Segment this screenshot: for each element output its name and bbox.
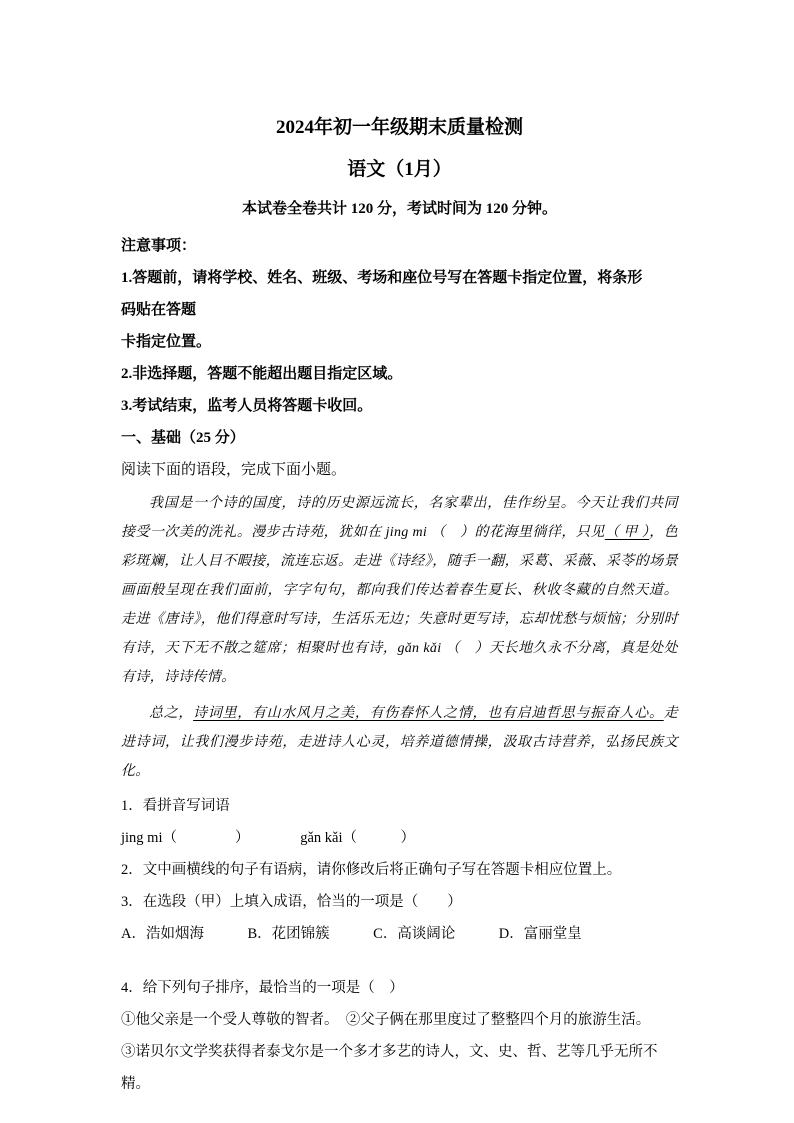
notice-line: 码贴在答题: [121, 301, 197, 318]
underlined-error-sentence: 诗词里，有山水风月之美，有伤春怀人之情，也有启迪哲思与振奋人心。: [193, 705, 664, 721]
passage-text-after-jia: ，色彩斑斓，让人目不暇接，流连忘返。走进《诗经》，随手一翻，采葛、采薇、采苓的场景画面般呈现在我们面前，字字句句，都向我们传达着春生夏长、秋收冬藏的自然天道。走进《唐诗》，他们得意时写诗，生活乐无边；失意时更写诗，忘却忧愁与烦恼；分别时有诗，天下无不散之筵席；相聚时也有诗，gǎn kǎi （ ）天长地久永不分离，真是处处有诗，诗诗传情。: [121, 524, 678, 685]
passage-text-rest: 走进诗词，让我们漫步诗苑，走进诗人心灵，培养道德情操，汲取古诗营养，弘扬民族文化。: [121, 705, 678, 779]
question-3-options: A．浩如烟海 B．花团锦簇 C．高谈阔论 D．富丽堂皇: [121, 925, 582, 942]
questions-section: [121, 790, 678, 1100]
passage-text-lead: 总之，: [149, 705, 194, 721]
question-4-sentences-line-2: ③诺贝尔文学奖获得者泰戈尔是一个多才多艺的诗人，文、史、哲、艺等几乎无所不精。: [121, 1043, 658, 1092]
paper-title: 2024年初一年级期末质量检测: [275, 117, 523, 138]
section-one-heading: 一、基础（25 分）: [121, 429, 245, 446]
question-2-label: 2．文中画横线的句子有语病，请你修改后将正确句子写在答题卡相应位置上。: [121, 861, 622, 878]
question-1-label: 1．看拼音写词语: [121, 797, 230, 814]
passage-paragraph-1: [121, 489, 678, 692]
section-one-intro: 阅读下面的语段，完成下面小题。: [121, 461, 347, 478]
question-3-label: 3．在选段（甲）上填入成语，恰当的一项是（ ）: [121, 893, 462, 910]
notice-line: 2.非选择题，答题不能超出题目指定区域。: [121, 365, 403, 382]
section-one-header: [121, 422, 678, 486]
notice-line: 卡指定位置。: [121, 333, 212, 350]
question-4-sentences-line-1: ①他父亲是一个受人尊敬的智者。 ②父子俩在那里度过了整整四个月的旅游生活。: [121, 1011, 651, 1028]
question-1-pinyin-blanks: jing mi（ ） gǎn kǎi（ ）: [121, 829, 416, 846]
notice-line: 1.答题前，请将学校、姓名、班级、考场和座位号写在答题卡指定位置，将条形: [121, 269, 643, 286]
paper-header: [121, 116, 678, 218]
notice-line: 3.考试结束，监考人员将答题卡收回。: [121, 397, 373, 414]
question-4-label: 4．给下列句子排序，最恰当的一项是（ ）: [121, 979, 404, 996]
notices-heading: 注意事项：: [121, 237, 197, 254]
paper-subtitle: 语文（1月）: [347, 158, 452, 180]
jia-blank-underlined: （ 甲 ）: [604, 524, 650, 540]
reading-passage: [121, 489, 678, 786]
notices-section: [121, 230, 678, 422]
exam-info-line: 本试卷全卷共计 120 分，考试时间为 120 分钟。: [241, 200, 557, 217]
passage-paragraph-2: [121, 699, 678, 786]
passage-text-before-jia: 我国是一个诗的国度，诗的历史源远流长，名家辈出，佳作纷呈。今天让我们共同接受一次美的洗礼。漫步古诗苑，犹如在 jing mi （ ）的花海里徜徉，只见: [121, 495, 678, 540]
